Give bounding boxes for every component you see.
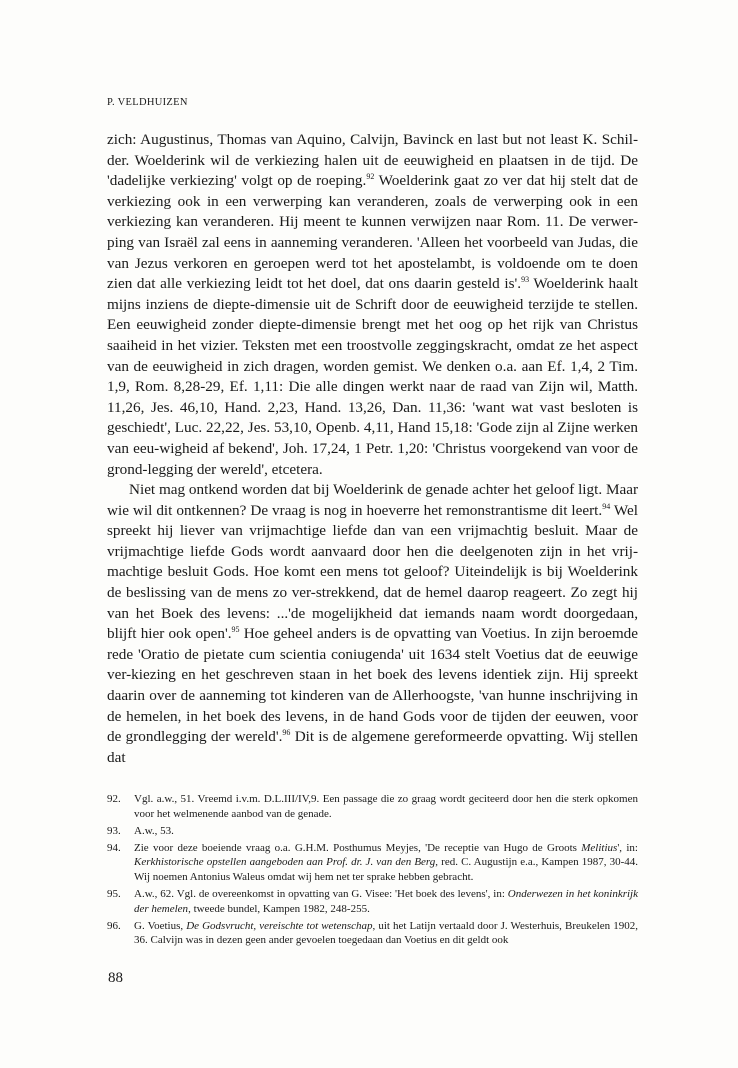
footnote-text [134, 887, 638, 916]
text-run: Wel spreekt hij liever van vrijmachtige liefde dan van een vrijmachtig besluit. Maar de vrijmachtige liefde Gods wordt aanvaard door hen die deelgenoten zijn in het vrij-machtige besluit Gods. Hoe komt een mens tot geloof? Uiteindelijk is bij Woelderink de beslissing van de mens zo ver-strekkend, dat de hemel daarop reageert. Zo zegt hij van het Boek des levens: ...'de mogelijkheid dat iemands naam wordt doorgedaan, blijft hier ook open'. [107, 501, 638, 643]
text-run: zich: Augustinus, Thomas van Aquino, Calvijn, Bavinck en last but not least K. Schil-der. Woelderink wil de verkiezing halen uit de eeuwigheid en plaatsen in de tijd. De 'dadelijke verkiezing' volgt op de roeping. [107, 131, 638, 190]
text-run: Hoe geheel anders is de opvatting van Voetius. In zijn beroemde rede 'Oratio de pietate cum scientia coniugenda' uit 1634 stelt Voetius dat de eeuwige ver-kiezing en het geschreven staan in het boek des levens identiek zijn. Hij spreekt daarin over de aanneming tot kinderen van de Allerhoogste, 'van hunne inschrijving in de hemelen, in het boek des levens, in de hand Gods voor de tijden der eeuwen, voor de grondlegging der wereld'. [107, 625, 638, 746]
footnote-text [134, 841, 638, 885]
italic-title: Melitius [581, 841, 618, 854]
running-head: P. VELDHUIZEN [107, 97, 188, 108]
footnote-ref: 95 [231, 625, 240, 635]
italic-title: De Godsvrucht, vereischte tot wetenschap [186, 919, 373, 932]
italic-title: Onderwezen in het koninkrijk der hemelen [134, 888, 638, 915]
footnote-number: 94. [107, 841, 121, 854]
footnote [107, 887, 638, 916]
page-number: 88 [108, 970, 123, 986]
body-text [107, 130, 638, 768]
footnote [107, 919, 638, 948]
text-run: Zie voor deze boeiende vraag o.a. G.H.M. Posthumus Meyjes, 'De receptie van Hugo de Groots [134, 841, 582, 854]
footnote-ref: 94 [602, 501, 611, 511]
footnote [107, 824, 638, 839]
text-run: Dit is de algemene gereformeerde opvatting. Wij stellen dat [107, 728, 638, 766]
text-run: Niet mag ontkend worden dat bij Woelderink de genade achter het geloof ligt. Maar wie wil dit ontkennen? De vraag is nog in hoeverre het remonstrantisme dit leert. [107, 481, 638, 519]
footnote-number: 96. [107, 919, 121, 932]
text-run: , red. C. Augustijn e.a., Kampen 1987, 30-44. Wij noemen Antonius Waleus omdat wij hem net ter sprake hebben gebracht. [134, 856, 638, 883]
italic-title: Kerkhistorische opstellen aangeboden aan Prof. dr. J. van den Berg [134, 856, 436, 869]
footnote-text [134, 792, 638, 821]
footnote [107, 841, 638, 885]
footnote-number: 93. [107, 824, 121, 837]
paragraph [107, 130, 638, 480]
text-run: G. Voetius, [134, 919, 187, 932]
text-run: A.w., 53. [134, 824, 174, 837]
footnote [107, 792, 638, 821]
footnotes [107, 792, 638, 950]
footnote-ref: 92 [366, 172, 375, 182]
footnote-text [134, 919, 638, 948]
text-run: Woelderink gaat zo ver dat hij stelt dat de verkiezing ook in een verwerping kan veranderen, zoals de verwerping ook in een verkiezing kan veranderen. Hij meent te kunnen verwijzen naar Rom. 11. De verwer-ping van Israël zal eens in aanneming veranderen. 'Alleen het voorbeeld van Judas, die van Jezus verkoren en geroepen werd tot het apostelambt, is voldoende om te doen zien dat alle verkiezing leidt tot het doel, dat ons daarin gesteld is'. [107, 172, 638, 293]
footnote-ref: 93 [521, 275, 530, 285]
text-run: Woelderink haalt mijns inziens de diepte-dimensie uit de Schrift door de eeuwigheid terzijde te stellen. Een eeuwigheid zonder diepte-dimensie brengt met het oog op het rijk van Christus saaiheid in het vizier. Teksten met een troostvolle zeggingskracht, omdat ze het aspect van de eeuwigheid in zich dragen, worden gemist. We denken o.a. aan Ef. 1,4, 2 Tim. 1,9, Rom. 8,28-29, Ef. 1,11: Die alle dingen werkt naar de raad van Zijn wil, Matth. 11,26, Jes. 46,10, Hand. 2,23, Hand. 13,26, Dan. 11,36: 'want wat vast besloten is geschiedt', Luc. 22,22, Jes. 53,10, Openb. 4,11, Hand 15,18: 'Gode zijn al Zijne werken van eeu-wigheid af bekend', Joh. 17,24, 1 Petr. 1,20: 'Christus voorgekend van voor de grond-legging der wereld', etcetera. [107, 275, 639, 478]
text-run: A.w., 62. Vgl. de overeenkomst in opvatting van G. Visee: 'Het boek des levens', in: [134, 888, 508, 901]
footnote-number: 95. [107, 888, 121, 901]
text-run: Vgl. a.w., 51. Vreemd i.v.m. D.L.III/IV,9. Een passage die zo graag wordt geciteerd door hen die sterk opkomen voor het welmenende aanbod van de genade. [134, 793, 638, 820]
paragraph [107, 480, 638, 768]
footnote-text [134, 824, 638, 839]
footnote-number: 92. [107, 793, 121, 805]
text-run: , tweede bundel, Kampen 1982, 248-255. [188, 902, 370, 915]
text-run: ', in: [617, 841, 638, 854]
footnote-ref: 96 [282, 728, 291, 738]
text-run: , uit het Latijn vertaald door J. Westerhuis, Breukelen 1902, 36. Calvijn was in dezen geen ander gevoelen toegedaan dan Voetius en dit geldt ook [134, 919, 639, 947]
